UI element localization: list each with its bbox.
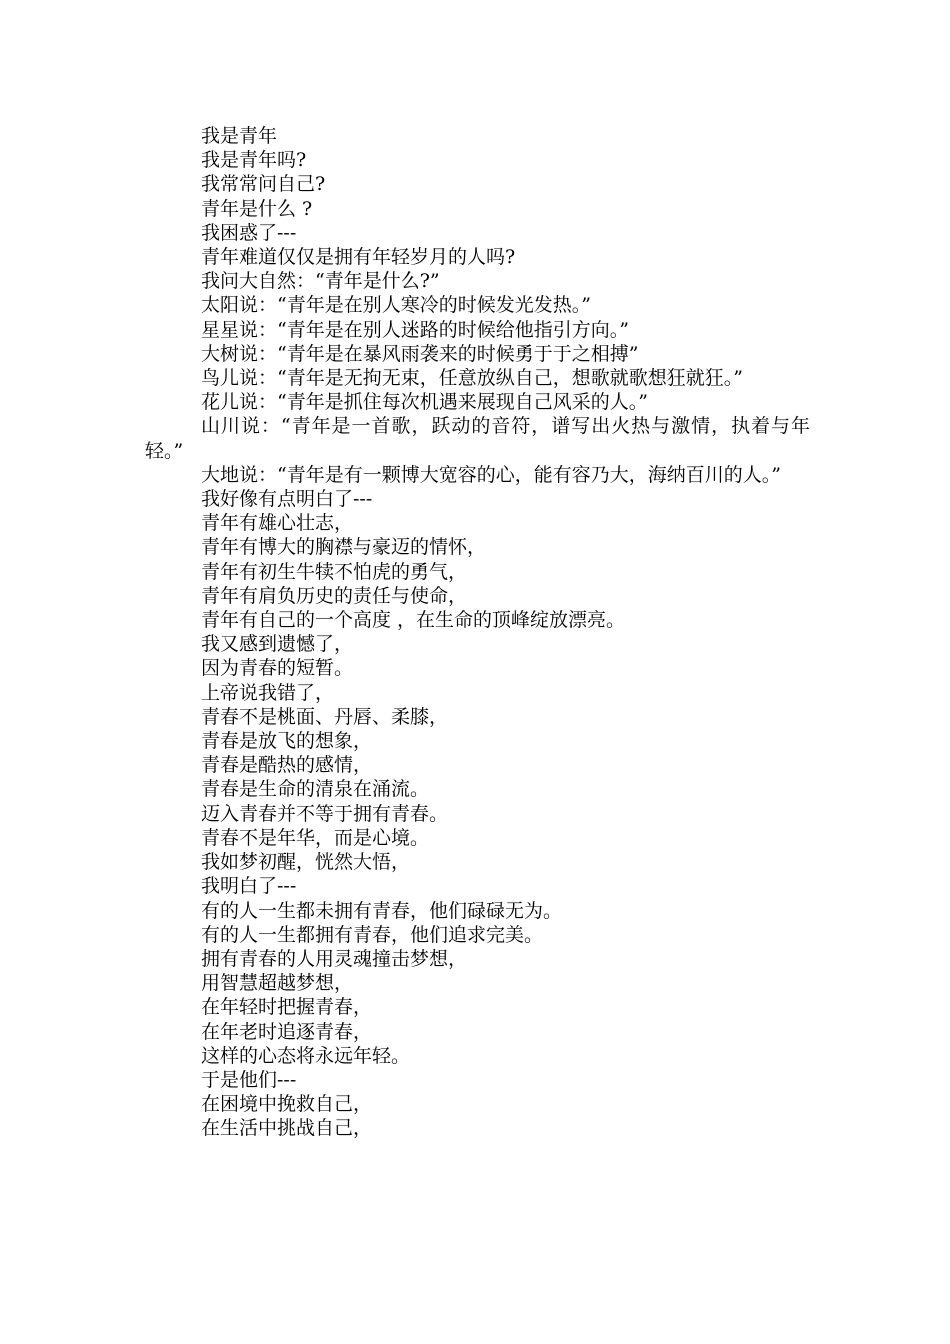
text-line: 上帝说我错了， — [201, 681, 335, 704]
text-line: 鸟儿说：“青年是无拘无束，任意放纵自己，想歌就歌想狂就狂。” — [201, 367, 743, 390]
text-line: 在年轻时把握青春， — [201, 996, 373, 1019]
text-line: 青春不是桃面、丹唇、柔膝， — [201, 705, 449, 728]
text-line: 青年有自己的一个高度 ，在生命的顶峰绽放漂亮。 — [201, 609, 626, 632]
text-line: 青春是生命的清泉在涌流。 — [201, 778, 430, 801]
text-line: 花儿说：“青年是抓住每次机遇来展现自己风采的人。” — [201, 391, 648, 414]
text-line: 拥有青春的人用灵魂撞击梦想， — [201, 947, 468, 970]
text-line: 我常常问自己? — [201, 173, 326, 196]
text-line: 我又感到遗憾了， — [201, 633, 354, 656]
text-line: 太阳说：“青年是在别人寒冷的时候发光发热。” — [201, 294, 591, 317]
text-line: 大树说：“青年是在暴风雨袭来的时候勇于于之相搏” — [201, 342, 639, 365]
text-line: 有的人一生都拥有青春，他们追求完美。 — [201, 923, 544, 946]
text-line: 在困境中挽救自己， — [201, 1093, 373, 1116]
text-line: 青年有雄心壮志， — [201, 512, 354, 535]
text-line: 有的人一生都未拥有青春，他们碌碌无为。 — [201, 899, 563, 922]
text-line: 青年有初生牛犊不怕虎的勇气， — [201, 560, 468, 583]
text-line: 青春不是年华，而是心境。 — [201, 826, 430, 849]
text-line: 星星说：“青年是在别人迷路的时候给他指引方向。” — [201, 318, 629, 341]
text-line: 我如梦初醒，恍然大悟， — [201, 851, 411, 874]
text-line: 于是他们--- — [201, 1068, 297, 1091]
text-line: 在生活中挑战自己， — [201, 1117, 373, 1140]
document-body — [145, 124, 810, 1141]
text-line: 我困惑了--- — [201, 221, 297, 244]
text-line: 大地说：“青年是有一颗博大宽容的心，能有容乃大，海纳百川的人。” — [201, 463, 781, 486]
text-line: 在年老时追逐青春， — [201, 1020, 373, 1043]
text-line: 我好像有点明白了--- — [201, 488, 373, 511]
text-line: 青年难道仅仅是拥有年轻岁月的人吗? — [201, 246, 516, 269]
text-line: 我是青年吗? — [201, 149, 307, 172]
text-line: 我问大自然：“青年是什么?” — [201, 270, 440, 293]
text-line: 我明白了--- — [201, 875, 297, 898]
text-line: 青年有肩负历史的责任与使命， — [201, 584, 468, 607]
text-line: 迈入青春并不等于拥有青春。 — [201, 802, 449, 825]
text-line: 用智慧超越梦想， — [201, 972, 354, 995]
text-line: 这样的心态将永远年轻。 — [201, 1044, 411, 1067]
text-line: 青春是放飞的想象， — [201, 730, 373, 753]
text-line: 青年是什么 ? — [201, 197, 313, 220]
text-line: 青春是酷热的感情， — [201, 754, 373, 777]
text-line: 山川说：“青年是一首歌，跃动的音符，谱写出火热与激情，执着与年轻。” — [145, 415, 810, 462]
text-line: 因为青春的短暂。 — [201, 657, 354, 680]
text-line: 青年有博大的胸襟与豪迈的情怀， — [201, 536, 487, 559]
text-line: 我是青年 — [201, 125, 278, 147]
